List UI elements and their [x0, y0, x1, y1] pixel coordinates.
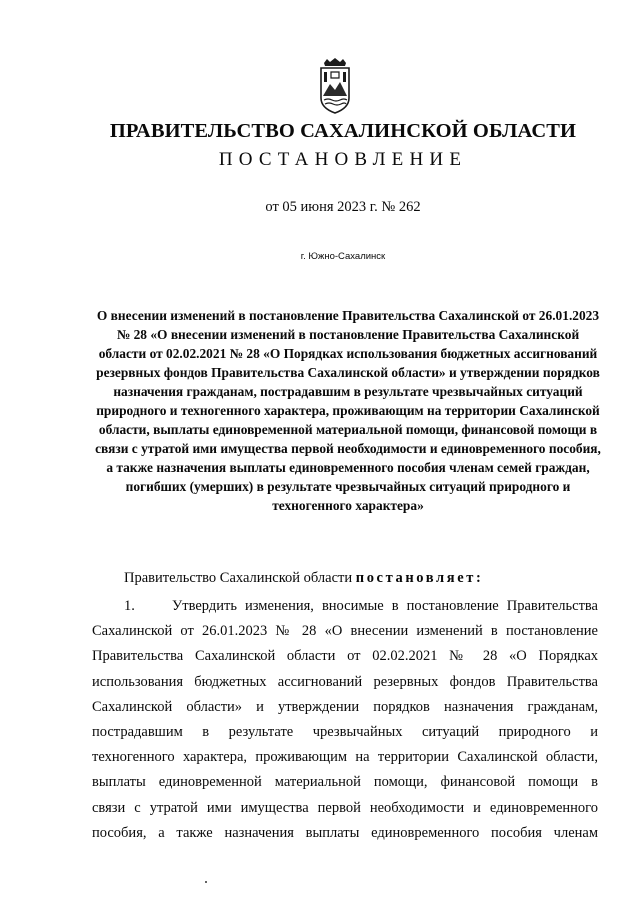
paragraph-line: пособия, а также назначения выплаты единовременного пособия членам	[92, 824, 598, 841]
preamble	[124, 568, 483, 588]
preamble-action: постановляет:	[355, 570, 484, 586]
paragraph-line-text: Утвердить изменения, вносимые в постановление Правительства	[172, 598, 598, 614]
document-type: ПОСТАНОВЛЕНИЕ	[218, 149, 468, 170]
paragraph-line: пострадавшим в результате чрезвычайных ситуаций природного и	[92, 723, 598, 740]
document-subject-title: О внесении изменений в постановление Правительства Сахалинской от 26.01.2023 № 28 «О внесении изменений в постановление Правительства Сахалинской области от 02.02.2021 № 28 «О Порядках использования бюджетных ассигнований резервных фондов Правительства Сахалинской области» и утверждении порядков назначения гражданам, пострадавшим в результате чрезвычайных ситуаций природного и техногенного характера, проживающим на территории Сахалинской области, выплаты единовременной материальной помощи, финансовой помощи в связи с утратой ими имущества первой необходимости и единовременного пособия, а также назначения выплаты единовременного пособия членам семей граждан, погибших (умерших) в результате чрезвычайных ситуаций природного и техногенного характера»	[95, 308, 601, 513]
paragraph-line: Сахалинской области» и утверждении порядков назначения гражданам,	[92, 698, 598, 715]
paragraph-item-1	[92, 594, 598, 846]
document-date-number: от 05 июня 2023 г. № 262	[265, 199, 421, 215]
paragraph-line: выплаты единовременной материальной помощи, финансовой помощи в	[92, 774, 598, 791]
paragraph-line: Сахалинской от 26.01.2023 № 28 «О внесении изменений в постановление	[92, 623, 598, 640]
preamble-text: Правительство Сахалинской области	[124, 570, 353, 586]
coat-of-arms-icon	[318, 58, 352, 114]
government-name: ПРАВИТЕЛЬСТВО САХАЛИНСКОЙ ОБЛАСТИ	[109, 120, 577, 142]
paragraph-line: Правительства Сахалинской области от 02.02.2021 № 28 «О Порядках	[92, 648, 598, 665]
paragraph-line: использования бюджетных ассигнований резервных фондов Правительства	[92, 673, 598, 690]
paragraph-line: техногенного характера, проживающим на территории Сахалинской области,	[92, 749, 598, 766]
paragraph-line	[92, 594, 598, 619]
scan-speck	[205, 881, 207, 883]
paragraph-line: связи с утратой ими имущества первой необходимости и единовременного	[92, 799, 598, 816]
document-city: г. Южно-Сахалинск	[300, 251, 386, 262]
item-number: 1.	[124, 598, 135, 614]
